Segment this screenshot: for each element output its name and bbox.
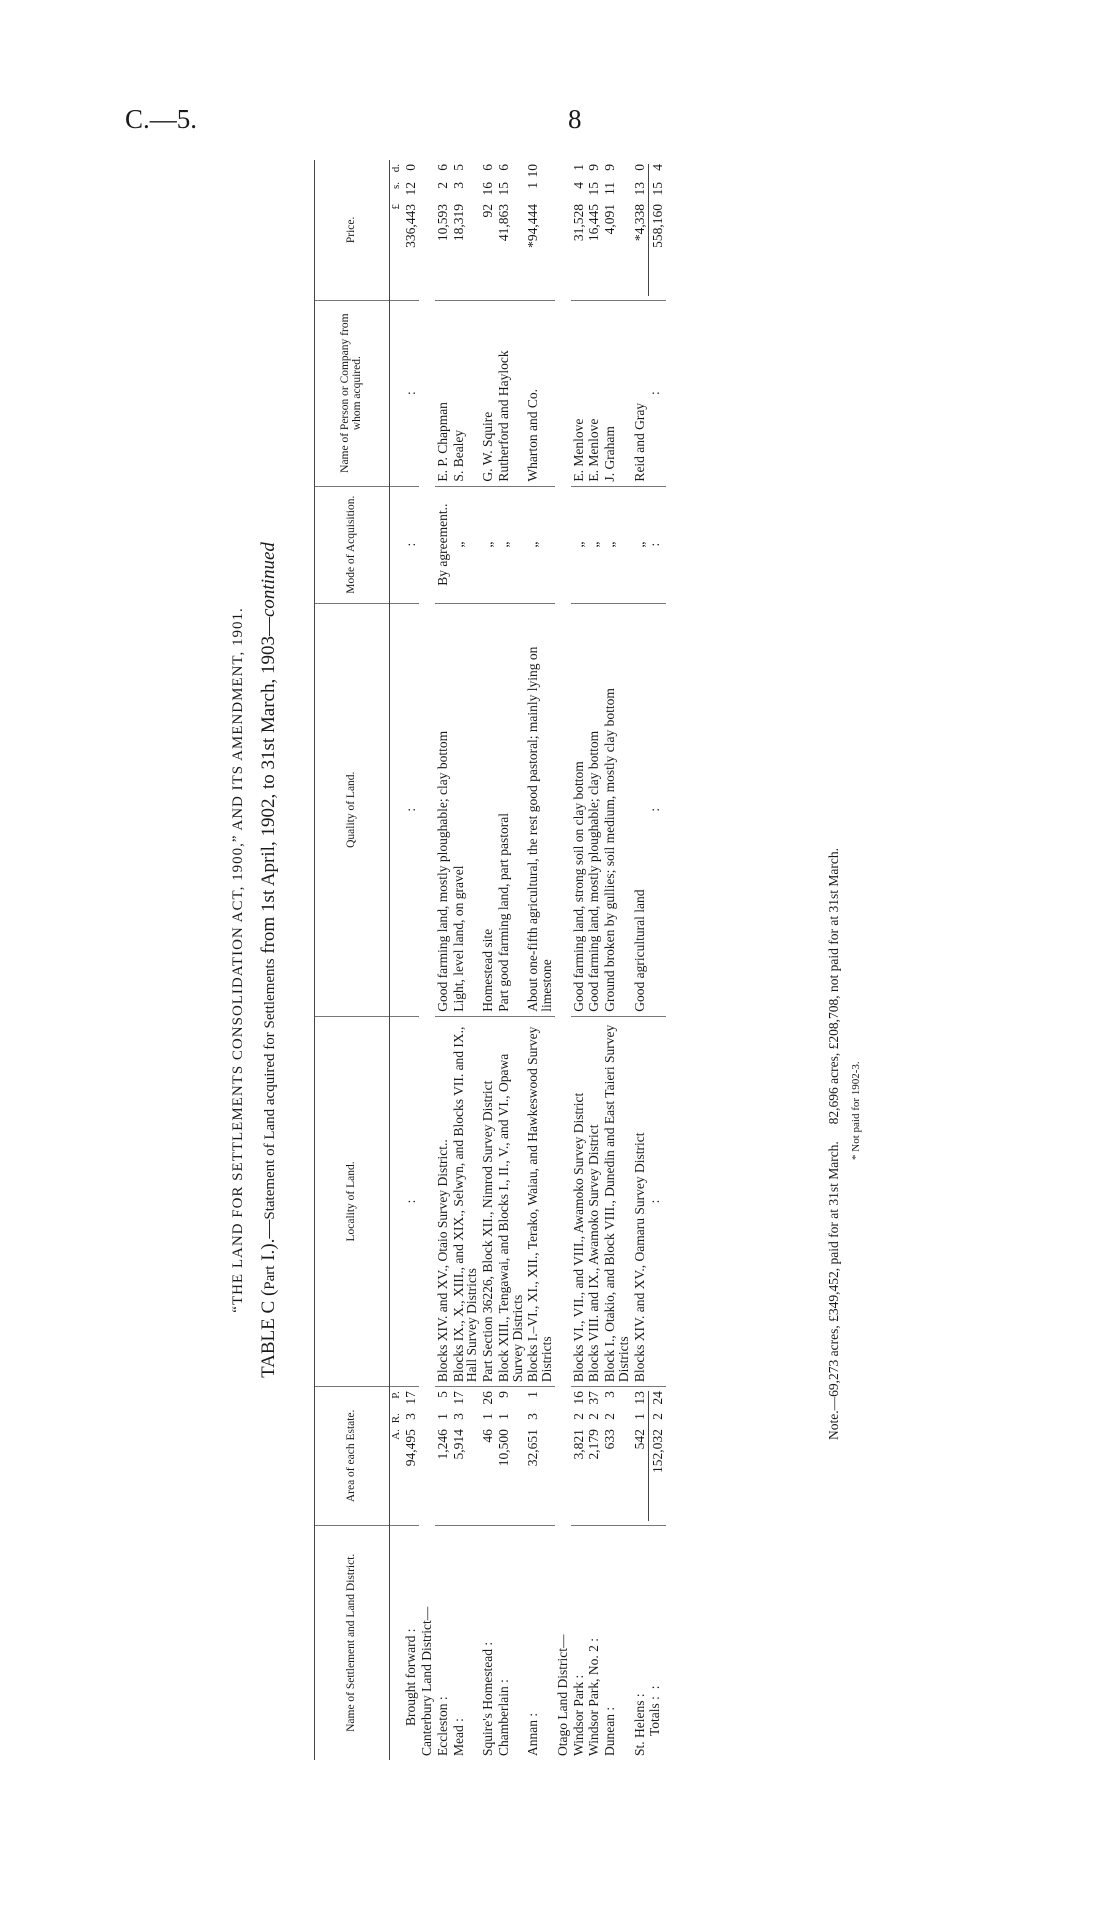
table-title-period: from 1st April, 1902, to 31st March, 1903— [258, 617, 279, 959]
settlement-name-text: Chamberlain [495, 1686, 511, 1756]
district-name: Otago Land District— [554, 1634, 570, 1756]
table-title-statement: Statement of Land acquired for Settlements [262, 958, 278, 1220]
area-value: 1 [480, 1413, 496, 1420]
leader-dots: : [450, 1718, 466, 1726]
price-cell [525, 160, 555, 300]
totals-body [647, 160, 666, 1760]
area-value: 542 [631, 1429, 647, 1450]
area-value: 3 [450, 1413, 466, 1420]
price-value: 4 [570, 182, 586, 189]
locality-cell: Blocks IX., X., XIII., and XIX., Selwyn, and Blocks VII. and IX., Hall Survey Districts [451, 1016, 481, 1386]
quality-cell: Good farming land, mostly ploughable; clay bottom [586, 603, 602, 1016]
area-value: 1 [495, 1413, 511, 1420]
price-value: 16 [480, 182, 496, 196]
header-row [315, 160, 390, 1760]
area-value: 46 [480, 1429, 496, 1443]
table-row [632, 160, 648, 1760]
table-title-part-num: I.).— [258, 1219, 279, 1266]
unit-roods: R. [390, 1413, 402, 1424]
quality-cell: Good farming land, strong soil on clay bottom [571, 603, 587, 1016]
quality-cell: Good farming land, mostly ploughable; clay bottom [435, 603, 451, 1016]
units-row [390, 160, 404, 1760]
settlement-name [632, 1525, 648, 1760]
area-value: 37 [586, 1391, 602, 1405]
mode-cell: By agreement.. [435, 486, 451, 603]
unit-acres: A. [390, 1429, 402, 1440]
settlement-name [602, 1525, 632, 1760]
unit-perches: P. [390, 1391, 402, 1399]
area-value: 2,179 [586, 1429, 602, 1460]
brought-forward-locality: : [403, 1016, 419, 1386]
vendor-cell: Wharton and Co. [525, 300, 555, 486]
table-title [258, 160, 280, 1760]
price-value: 1 [570, 164, 586, 171]
area-cell [435, 1387, 451, 1525]
area-value: 1 [525, 1391, 541, 1398]
area-value: 3,821 [570, 1429, 586, 1460]
note: Note.—69,273 acres, £349,452, paid for at 31st March. 82,696 acres, £208,708, not paid for at 31st March. [826, 848, 841, 1440]
price-value: 15 [495, 182, 511, 196]
area-cell [451, 1387, 481, 1525]
leader-dots: : [495, 1679, 511, 1687]
table-title-part: Part [262, 1265, 278, 1290]
leader-dots: : [525, 1712, 541, 1720]
units-quality-cell [390, 603, 404, 1016]
area-cell [496, 1387, 526, 1525]
price-value: 15 [586, 182, 602, 196]
settlements-table [314, 160, 666, 1760]
units-name-cell [390, 1525, 404, 1760]
price-value: 9 [586, 164, 602, 171]
area-cell [525, 1387, 555, 1525]
locality-cell: Blocks VI., VII., and VIII., Awamoko Survey District [571, 1016, 587, 1386]
price-value: 10,593 [434, 204, 450, 242]
header-name: Name of Settlement and Land District. [315, 1525, 390, 1760]
area-cell [632, 1387, 648, 1525]
locality-cell: Blocks XIV. and XV., Otaio Survey District.. [435, 1016, 451, 1386]
locality-cell: Blocks I.–VI., XI., XII., Terako, Waiau, and Hawkeswood Survey Districts [525, 1016, 555, 1386]
mode-cell: „ [451, 486, 481, 603]
settlement-name-text: Squire's Homestead [480, 1648, 496, 1756]
header-locality: Locality of Land. [315, 1016, 390, 1386]
locality-cell: Part Section 36226, Block XII., Nimrod Survey District [480, 1016, 496, 1386]
price-cell [602, 160, 632, 300]
area-value: 2 [570, 1413, 586, 1420]
settlement-name-text: Windsor Park, No. 2 [586, 1645, 602, 1756]
unit-shillings: s. [390, 182, 402, 190]
table-row [480, 160, 496, 1760]
area-value: 1 [434, 1413, 450, 1420]
settlement-name [435, 1525, 451, 1760]
quality-cell: Homestead site [480, 603, 496, 1016]
area-value: 13 [631, 1391, 647, 1405]
price-value: 6 [434, 164, 450, 171]
area-value: 2 [586, 1413, 602, 1420]
settlement-name [571, 1525, 587, 1760]
price-value: 16,445 [586, 204, 602, 242]
district-body [419, 160, 647, 1760]
vendor-cell: J. Graham [602, 300, 632, 486]
district-name: Canterbury Land District— [418, 1606, 434, 1756]
brought-forward-vendor: : [403, 300, 419, 486]
rotated-table-block [230, 160, 930, 1760]
vendor-cell: E. Menlove [586, 300, 602, 486]
settlement-name-text: St. Helens [631, 1700, 647, 1756]
mode-cell: „ [586, 486, 602, 603]
area-value: 9 [495, 1391, 511, 1398]
district-header-row [419, 160, 435, 1760]
price-cell [435, 160, 451, 300]
price-value: *4,338 [631, 204, 647, 242]
settlement-name [480, 1525, 496, 1760]
quality-cell: About one-fifth agricultural, the rest good pastoral; mainly lying on limestone [525, 603, 555, 1016]
price-cell [586, 160, 602, 300]
price-cell [571, 160, 587, 300]
price-value: 6 [480, 164, 496, 171]
header-quality: Quality of Land. [315, 603, 390, 1016]
brought-forward-area: 94,495 3 17 [403, 1387, 419, 1525]
price-cell [451, 160, 481, 300]
table-row [435, 160, 451, 1760]
area-value: 1,246 [434, 1429, 450, 1460]
brought-forward-price: 336,443 12 0 [403, 160, 419, 300]
price-value: 3 [450, 182, 466, 189]
table-row [586, 160, 602, 1760]
brought-forward-label: Brought forward : [403, 1628, 419, 1726]
price-value: 10 [525, 164, 541, 178]
leader-dots: : [570, 1674, 586, 1682]
unit-pence: d. [390, 164, 402, 173]
header-mode: Mode of Acquisition. [315, 486, 390, 603]
brought-forward-mode: : [403, 486, 419, 603]
table-title-prefix: TABLE C ( [258, 1289, 279, 1378]
vendor-cell: S. Bealey [451, 300, 481, 486]
settlement-name-text: Dunean [602, 1714, 618, 1756]
leader-dots: : [586, 1638, 602, 1646]
table-row [571, 160, 587, 1760]
area-value: 16 [570, 1391, 586, 1405]
price-value: 18,319 [450, 204, 466, 242]
brought-forward-quality: : [403, 603, 419, 1016]
units-mode-cell [390, 486, 404, 603]
settlement-name [451, 1525, 481, 1760]
mode-cell: „ [480, 486, 496, 603]
table-body [390, 160, 419, 1760]
quality-cell: Ground broken by gullies; soil medium, mostly clay bottom [602, 603, 632, 1016]
price-value: *94,444 [525, 204, 541, 248]
area-value: 5,914 [450, 1429, 466, 1460]
vendor-cell: E. Menlove [571, 300, 587, 486]
locality-cell: Block XIII., Tengawai, and Blocks I., II., V., and VI., Opawa Survey Districts [496, 1016, 526, 1386]
header-vendor: Name of Person or Company from whom acquired. [315, 300, 390, 486]
locality-cell: Blocks XIV. and XV., Oamaru Survey District [632, 1016, 648, 1386]
totals-label: Totals : : [647, 1685, 663, 1736]
area-value: 3 [525, 1413, 541, 1420]
area-value: 17 [450, 1391, 466, 1405]
area-cell [571, 1387, 587, 1525]
vendor-cell: Rutherford and Haylock [496, 300, 526, 486]
price-value: 5 [450, 164, 466, 171]
price-value: 4,091 [602, 204, 618, 235]
settlement-name [525, 1525, 555, 1760]
totals-mode: : [647, 486, 666, 603]
leader-dots: : [434, 1696, 450, 1704]
units-locality-cell [390, 1016, 404, 1386]
area-value: 5 [434, 1391, 450, 1398]
price-value: 9 [602, 164, 618, 171]
unit-pounds: £ [390, 204, 402, 210]
totals-quality: : [647, 603, 666, 1016]
area-value: 10,500 [495, 1429, 511, 1467]
settlement-name-text: Annan [525, 1720, 541, 1756]
area-value: 2 [602, 1413, 618, 1420]
price-value: 0 [631, 164, 647, 171]
quality-cell: Light, level land, on gravel [451, 603, 481, 1016]
settlement-name-text: Windsor Park [570, 1681, 586, 1756]
price-value: 92 [480, 204, 496, 218]
area-cell [586, 1387, 602, 1525]
settlement-name [496, 1525, 526, 1760]
mode-cell: „ [525, 486, 555, 603]
page-identifier: C.—5. [125, 104, 198, 134]
table-row [496, 160, 526, 1760]
footnote: * Not paid for 1902-3. [850, 1061, 862, 1160]
area-cell [480, 1387, 496, 1525]
totals-area: 152,032 2 24 [647, 1387, 666, 1525]
price-value: 13 [631, 182, 647, 196]
vendor-cell: G. W. Squire [480, 300, 496, 486]
price-cell [480, 160, 496, 300]
area-value: 3 [602, 1391, 618, 1398]
leader-dots: : [480, 1641, 496, 1649]
mode-cell: „ [602, 486, 632, 603]
price-value: 11 [602, 182, 618, 195]
header-area: Area of each Estate. [315, 1387, 390, 1525]
area-cell [602, 1387, 632, 1525]
table-row [451, 160, 481, 1760]
quality-cell: Part good farming land, part pastoral [496, 603, 526, 1016]
area-value: 1 [631, 1413, 647, 1420]
vendor-cell: Reid and Gray [632, 300, 648, 486]
units-vendor-cell [390, 300, 404, 486]
price-cell [496, 160, 526, 300]
table-title-continued: continued [258, 542, 279, 618]
mode-cell: „ [632, 486, 648, 603]
page-number: 8 [568, 104, 582, 134]
mode-cell: „ [496, 486, 526, 603]
units-price-cell [390, 160, 404, 300]
area-value: 32,651 [525, 1429, 541, 1467]
table-row [602, 160, 632, 1760]
area-value: 26 [480, 1391, 496, 1405]
price-value: 6 [495, 164, 511, 171]
leader-dots: : [602, 1706, 618, 1715]
price-cell [632, 160, 648, 300]
settlement-name-text: Eccleston [434, 1703, 450, 1756]
locality-cell: Block I., Otakio, and Block VIII., Dunedin and East Taieri Survey Districts [602, 1016, 632, 1386]
district-header-row [555, 160, 571, 1760]
leader-dots: : [631, 1693, 647, 1701]
totals-vendor: : [647, 300, 666, 486]
price-value: 41,863 [495, 204, 511, 242]
units-area-cell [390, 1387, 404, 1525]
totals-price: 558,160 15 4 [647, 160, 666, 300]
brought-forward-row [403, 160, 419, 1760]
quality-cell: Good agricultural land [632, 603, 648, 1016]
mode-cell: „ [571, 486, 587, 603]
price-value: 1 [525, 182, 541, 189]
area-value: 633 [602, 1429, 618, 1450]
price-value: 31,528 [570, 204, 586, 242]
vendor-cell: E. P. Chapman [435, 300, 451, 486]
settlement-name [586, 1525, 602, 1760]
totals-row [647, 160, 666, 1760]
locality-cell: Blocks VIII. and IX., Awamoko Survey District [586, 1016, 602, 1386]
header-price: Price. [315, 160, 390, 300]
price-value: 2 [434, 182, 450, 189]
settlement-name-text: Mead [450, 1725, 466, 1756]
act-title: “THE LAND FOR SETTLEMENTS CONSOLIDATION ACT, 1900,” AND ITS AMENDMENT, 1901. [230, 607, 246, 1313]
table-row [525, 160, 555, 1760]
totals-locality: : [647, 1016, 666, 1386]
